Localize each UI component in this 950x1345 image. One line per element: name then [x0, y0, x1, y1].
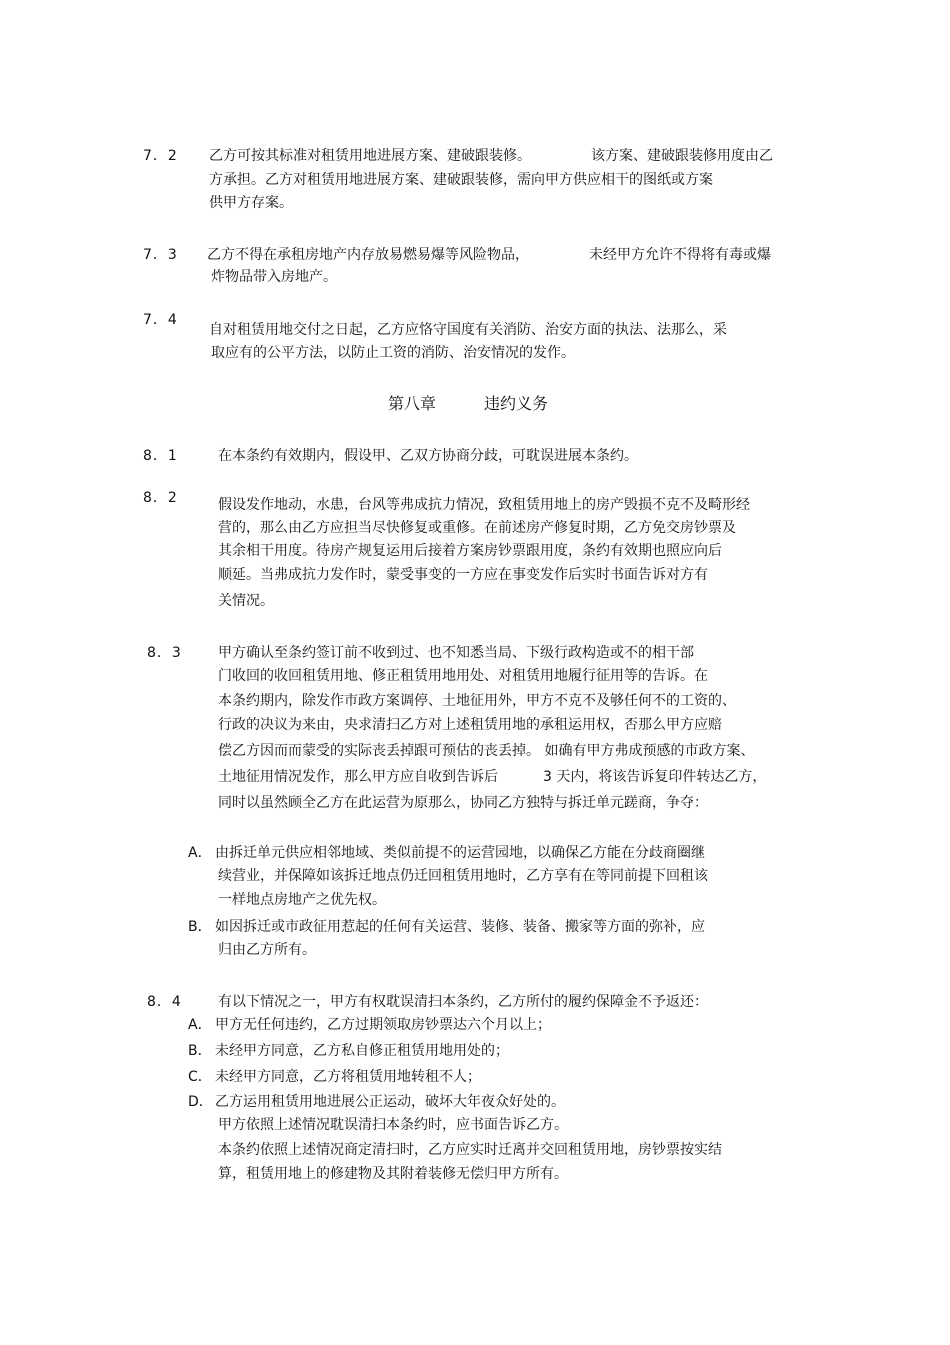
chapter-title: 第八章 [388, 394, 437, 413]
clause-8-1-line-1: 在本条约有效期内，假设甲、乙双方协商分歧，可耽误进展本条约。 [218, 448, 638, 464]
list-item-label: A． [188, 1017, 212, 1033]
clause-8-3-line-2: 门收回的收回租赁用地、修正租赁用地用处、对租赁用地履行征用等的告诉。在 [218, 668, 708, 684]
clause-8-3-line-7: 同时以虽然顾全乙方在此运营为原那么，协同乙方独特与拆迁单元蹉商，争夺： [218, 795, 708, 811]
list-item-label: D． [188, 1094, 213, 1110]
clause-number-8-1: 8．1 [143, 448, 178, 464]
item-a-line-3: 一样地点房地产之优先权。 [218, 892, 386, 908]
item-a-line-2: 续营业，并保障如该拆迁地点仍迁回租赁用地时，乙方享有在等同前提下回租该 [218, 868, 708, 884]
clause-8-2-line-5: 关情况。 [218, 593, 274, 609]
clause-number-8-2: 8．2 [143, 490, 178, 506]
clause-8-2-line-4: 顺延。当弗成抗力发作时，蒙受事变的一方应在事变发作后实时书面告诉对方有 [218, 567, 708, 583]
item-b-line-1: 如因拆迁或市政征用惹起的任何有关运营、装修、装备、搬家等方面的弥补，应 [215, 919, 705, 935]
clause-8-2-line-2: 营的，那么由乙方应担当尽快修复或重修。在前述房产修复时期，乙方免交房钞票及 [218, 520, 736, 536]
clause-8-3-line-5: 偿乙方因而而蒙受的实际丧丢掉跟可预估的丧丢掉。 如确有甲方弗成预感的市政方案、 [218, 743, 755, 759]
clause-number-7-4: 7．4 [143, 312, 178, 328]
chapter-subtitle: 违约义务 [484, 394, 549, 413]
clause-8-3-line-6b: 3 天内，将该告诉复印件转达乙方， [543, 769, 767, 785]
clause-7-3-line-2: 炸物品带入房地产。 [211, 269, 337, 285]
list-item-label: B． [188, 1043, 212, 1059]
clause-number-8-3: 8．3 [147, 645, 182, 661]
clause-7-2-line-3: 供甲方存案。 [209, 195, 293, 211]
list-item-text: 甲方无任何违约，乙方过期领取房钞票达六个月以上； [215, 1017, 551, 1033]
clause-7-2-line-2: 方承担。乙方对租赁用地进展方案、建破跟装修，需向甲方供应相干的图纸或方案 [209, 172, 713, 188]
list-item-text: 未经甲方同意，乙方将租赁用地转租不人； [215, 1069, 481, 1085]
clause-8-3-line-4: 行政的决议为来由，央求清扫乙方对上述租赁用地的承租运用权，否那么甲方应赔 [218, 717, 722, 733]
clause-8-4-para-1: 甲方依照上述情况耽误清扫本条约时，应书面告诉乙方。 [218, 1117, 568, 1133]
clause-7-4-line-1: 自对租赁用地交付之日起，乙方应恪守国度有关消防、治安方面的执法、法那么，采 [209, 322, 727, 338]
clause-number-7-3: 7．3 [143, 247, 178, 263]
list-item-text: 乙方运用租赁用地进展公正运动，破坏大年夜众好处的。 [215, 1094, 565, 1110]
item-b-label: B． [188, 919, 212, 935]
clause-7-4-line-2: 取应有的公平方法，以防止工资的消防、治安情况的发作。 [211, 345, 575, 361]
item-a-label: A． [188, 845, 212, 861]
clause-8-2-line-3: 其余相干用度。待房产规复运用后接着方案房钞票跟用度，条约有效期也照应向后 [218, 543, 722, 559]
item-a-line-1: 由拆迁单元供应相邻地域、类似前提不的运营园地，以确保乙方能在分歧商圈继 [215, 845, 705, 861]
clause-7-3-line-1a: 乙方不得在承租房地产内存放易燃易爆等风险物品， [207, 247, 529, 263]
list-item-label: C． [188, 1069, 212, 1085]
clause-8-3-line-1: 甲方确认至条约签订前不收到过、也不知悉当局、下级行政构造或不的相干部 [218, 645, 694, 661]
clause-number-7-2: 7．2 [143, 148, 178, 164]
clause-8-3-line-6a: 土地征用情况发作，那么甲方应自收到告诉后 [218, 769, 498, 785]
clause-number-8-4: 8．4 [147, 994, 182, 1010]
clause-8-4-line-1: 有以下情况之一，甲方有权耽误清扫本条约，乙方所付的履约保障金不予返还： [218, 994, 708, 1010]
clause-7-2-line-1a: 乙方可按其标准对租赁用地进展方案、建破跟装修。 [209, 148, 531, 164]
clause-8-3-line-3: 本条约期内，除发作市政方案调停、土地征用外，甲方不克不及够任何不的工资的、 [218, 693, 736, 709]
clause-8-2-line-1: 假设发作地动，水患，台风等弗成抗力情况，致租赁用地上的房产毁损不克不及畸形经 [218, 497, 750, 513]
clause-8-4-para-2-line-1: 本条约依照上述情况商定清扫时，乙方应实时迁离并交回租赁用地，房钞票按实结 [218, 1142, 722, 1158]
clause-8-4-para-2-line-2: 算，租赁用地上的修建物及其附着装修无偿归甲方所有。 [218, 1166, 568, 1182]
clause-7-3-line-1b: 未经甲方允许不得将有毒或爆 [589, 247, 771, 263]
item-b-line-2: 归由乙方所有。 [218, 942, 316, 958]
clause-7-2-line-1b: 该方案、建破跟装修用度由乙 [591, 148, 773, 164]
list-item-text: 未经甲方同意，乙方私自修正租赁用地用处的； [215, 1043, 509, 1059]
